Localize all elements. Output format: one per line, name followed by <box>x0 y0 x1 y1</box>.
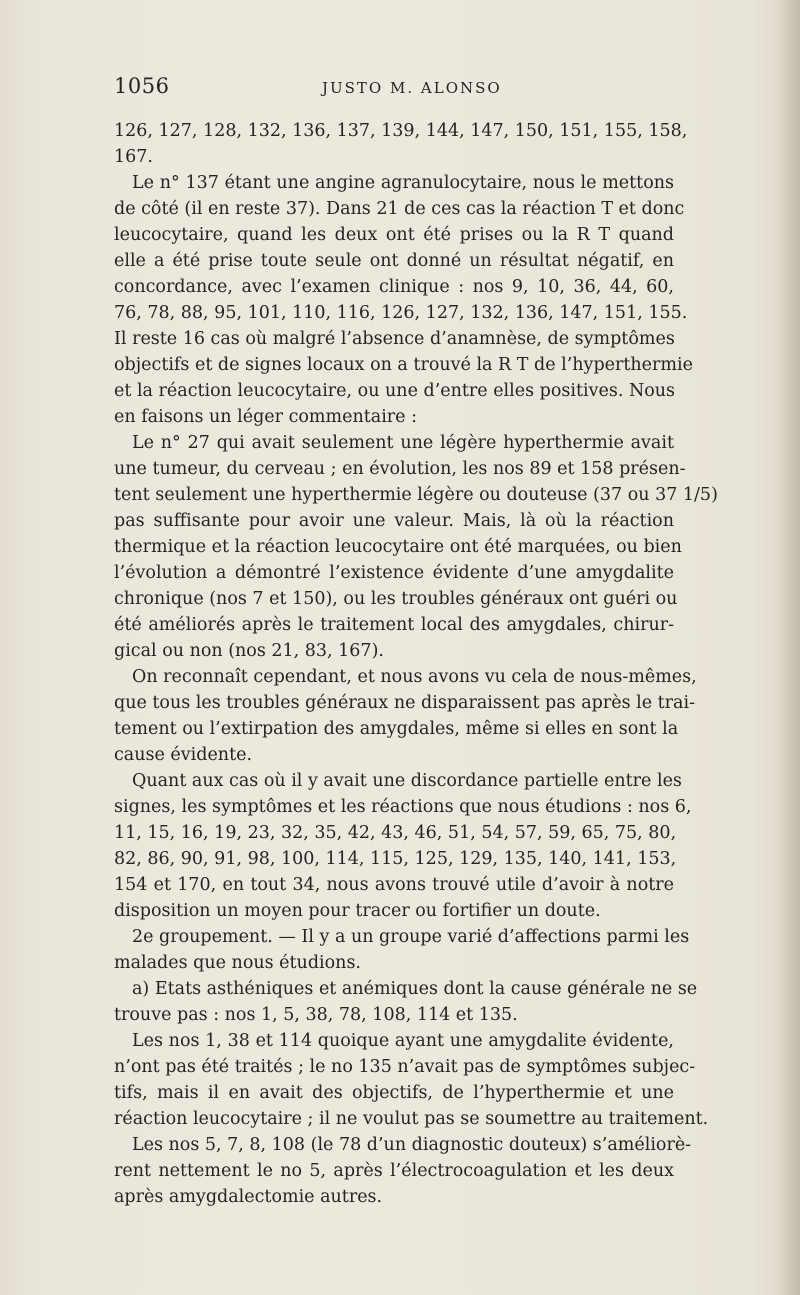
text-line: thermique et la réaction leucocytaire ont été marquées, ou bien <box>114 537 682 557</box>
text-line: tement ou l’extirpation des amygdales, même si elles en sont la <box>114 719 679 739</box>
text-line: a) Etats asthéniques et anémiques dont la cause générale ne se <box>132 979 698 999</box>
text-line: en faisons un léger commentaire : <box>114 407 417 427</box>
text-line: que tous les troubles généraux ne disparaissent pas après le trai- <box>114 693 695 713</box>
text-line: malades que nous étudions. <box>114 953 361 973</box>
text-line: de côté (il en reste 37). Dans 21 de ces cas la réaction T et donc <box>114 199 685 219</box>
text-line: On reconnaît cependant, et nous avons vu cela de nous-mêmes, <box>132 667 697 687</box>
text-line: rent nettement le no 5, après l’électrocoagulation et les deux <box>114 1161 674 1181</box>
running-head: JUSTO M. ALONSO <box>322 79 502 97</box>
text-line: pas suffisante pour avoir une valeur. Mais, là où la réaction <box>114 511 674 531</box>
text-line: après amygdalectomie autres. <box>114 1187 383 1207</box>
text-line: Les nos 1, 38 et 114 quoique ayant une amygdalite évidente, <box>132 1031 674 1051</box>
text-line: l’évolution a démontré l’existence évidente d’une amygdalite <box>114 563 674 583</box>
text-line: signes, les symptômes et les réactions que nous étudions : nos 6, <box>114 797 692 817</box>
text-line: leucocytaire, quand les deux ont été prises ou la R T quand <box>114 225 674 245</box>
text-line: n’ont pas été traités ; le no 135 n’avait pas de symptômes subjec- <box>114 1057 696 1077</box>
text-line: tifs, mais il en avait des objectifs, de l’hyperthermie et une <box>114 1083 674 1103</box>
text-line: 2e groupement. — Il y a un groupe varié d’affections parmi les <box>132 927 690 947</box>
text-line: cause évidente. <box>114 745 253 765</box>
text-line: Il reste 16 cas où malgré l’absence d’anamnèse, de symptômes <box>114 329 675 349</box>
text-line: Le n° 137 étant une angine agranulocytaire, nous le mettons <box>132 173 674 193</box>
page-number: 1056 <box>114 74 170 98</box>
text-line: Quant aux cas où il y avait une discordance partielle entre les <box>132 771 682 791</box>
text-line: 76, 78, 88, 95, 101, 110, 116, 126, 127, 132, 136, 147, 151, 155. <box>114 303 688 323</box>
text-line: été améliorés après le traitement local des amygdales, chirur- <box>114 615 674 635</box>
text-line: gical ou non (nos 21, 83, 167). <box>114 641 384 661</box>
text-line: elle a été prise toute seule ont donné un résultat négatif, en <box>114 251 674 271</box>
text-line: objectifs et de signes locaux on a trouvé la R T de l’hyperthermie <box>114 355 693 375</box>
text-line: trouve pas : nos 1, 5, 38, 78, 108, 114 et 135. <box>114 1005 518 1025</box>
body-text <box>114 118 718 1210</box>
text-line: Les nos 5, 7, 8, 108 (le 78 d’un diagnostic douteux) s’améliorè- <box>132 1135 692 1155</box>
text-line: 154 et 170, en tout 34, nous avons trouvé utile d’avoir à notre <box>114 875 674 895</box>
text-line: 167. <box>114 147 153 167</box>
text-line: 11, 15, 16, 19, 23, 32, 35, 42, 43, 46, 51, 54, 57, 59, 65, 75, 80, <box>114 823 677 843</box>
page-edge-shadow <box>778 0 800 1295</box>
text-line: et la réaction leucocytaire, ou une d’entre elles positives. Nous <box>114 381 676 401</box>
text-line: concordance, avec l’examen clinique : nos 9, 10, 36, 44, 60, <box>114 277 674 297</box>
text-line: disposition un moyen pour tracer ou fortifier un doute. <box>114 901 601 921</box>
text-line: tent seulement une hyperthermie légère ou douteuse (37 ou 37 1/5) <box>114 485 718 505</box>
text-line: chronique (nos 7 et 150), ou les troubles généraux ont guéri ou <box>114 589 678 609</box>
text-line: 126, 127, 128, 132, 136, 137, 139, 144, 147, 150, 151, 155, 158, <box>114 121 688 141</box>
text-line: Le n° 27 qui avait seulement une légère hyperthermie avait <box>132 433 674 453</box>
text-line: réaction leucocytaire ; il ne voulut pas se soumettre au traitement. <box>114 1109 709 1129</box>
page-header <box>114 74 670 108</box>
text-line: une tumeur, du cerveau ; en évolution, les nos 89 et 158 présen- <box>114 459 686 479</box>
text-line: 82, 86, 90, 91, 98, 100, 114, 115, 125, 129, 135, 140, 141, 153, <box>114 849 677 869</box>
